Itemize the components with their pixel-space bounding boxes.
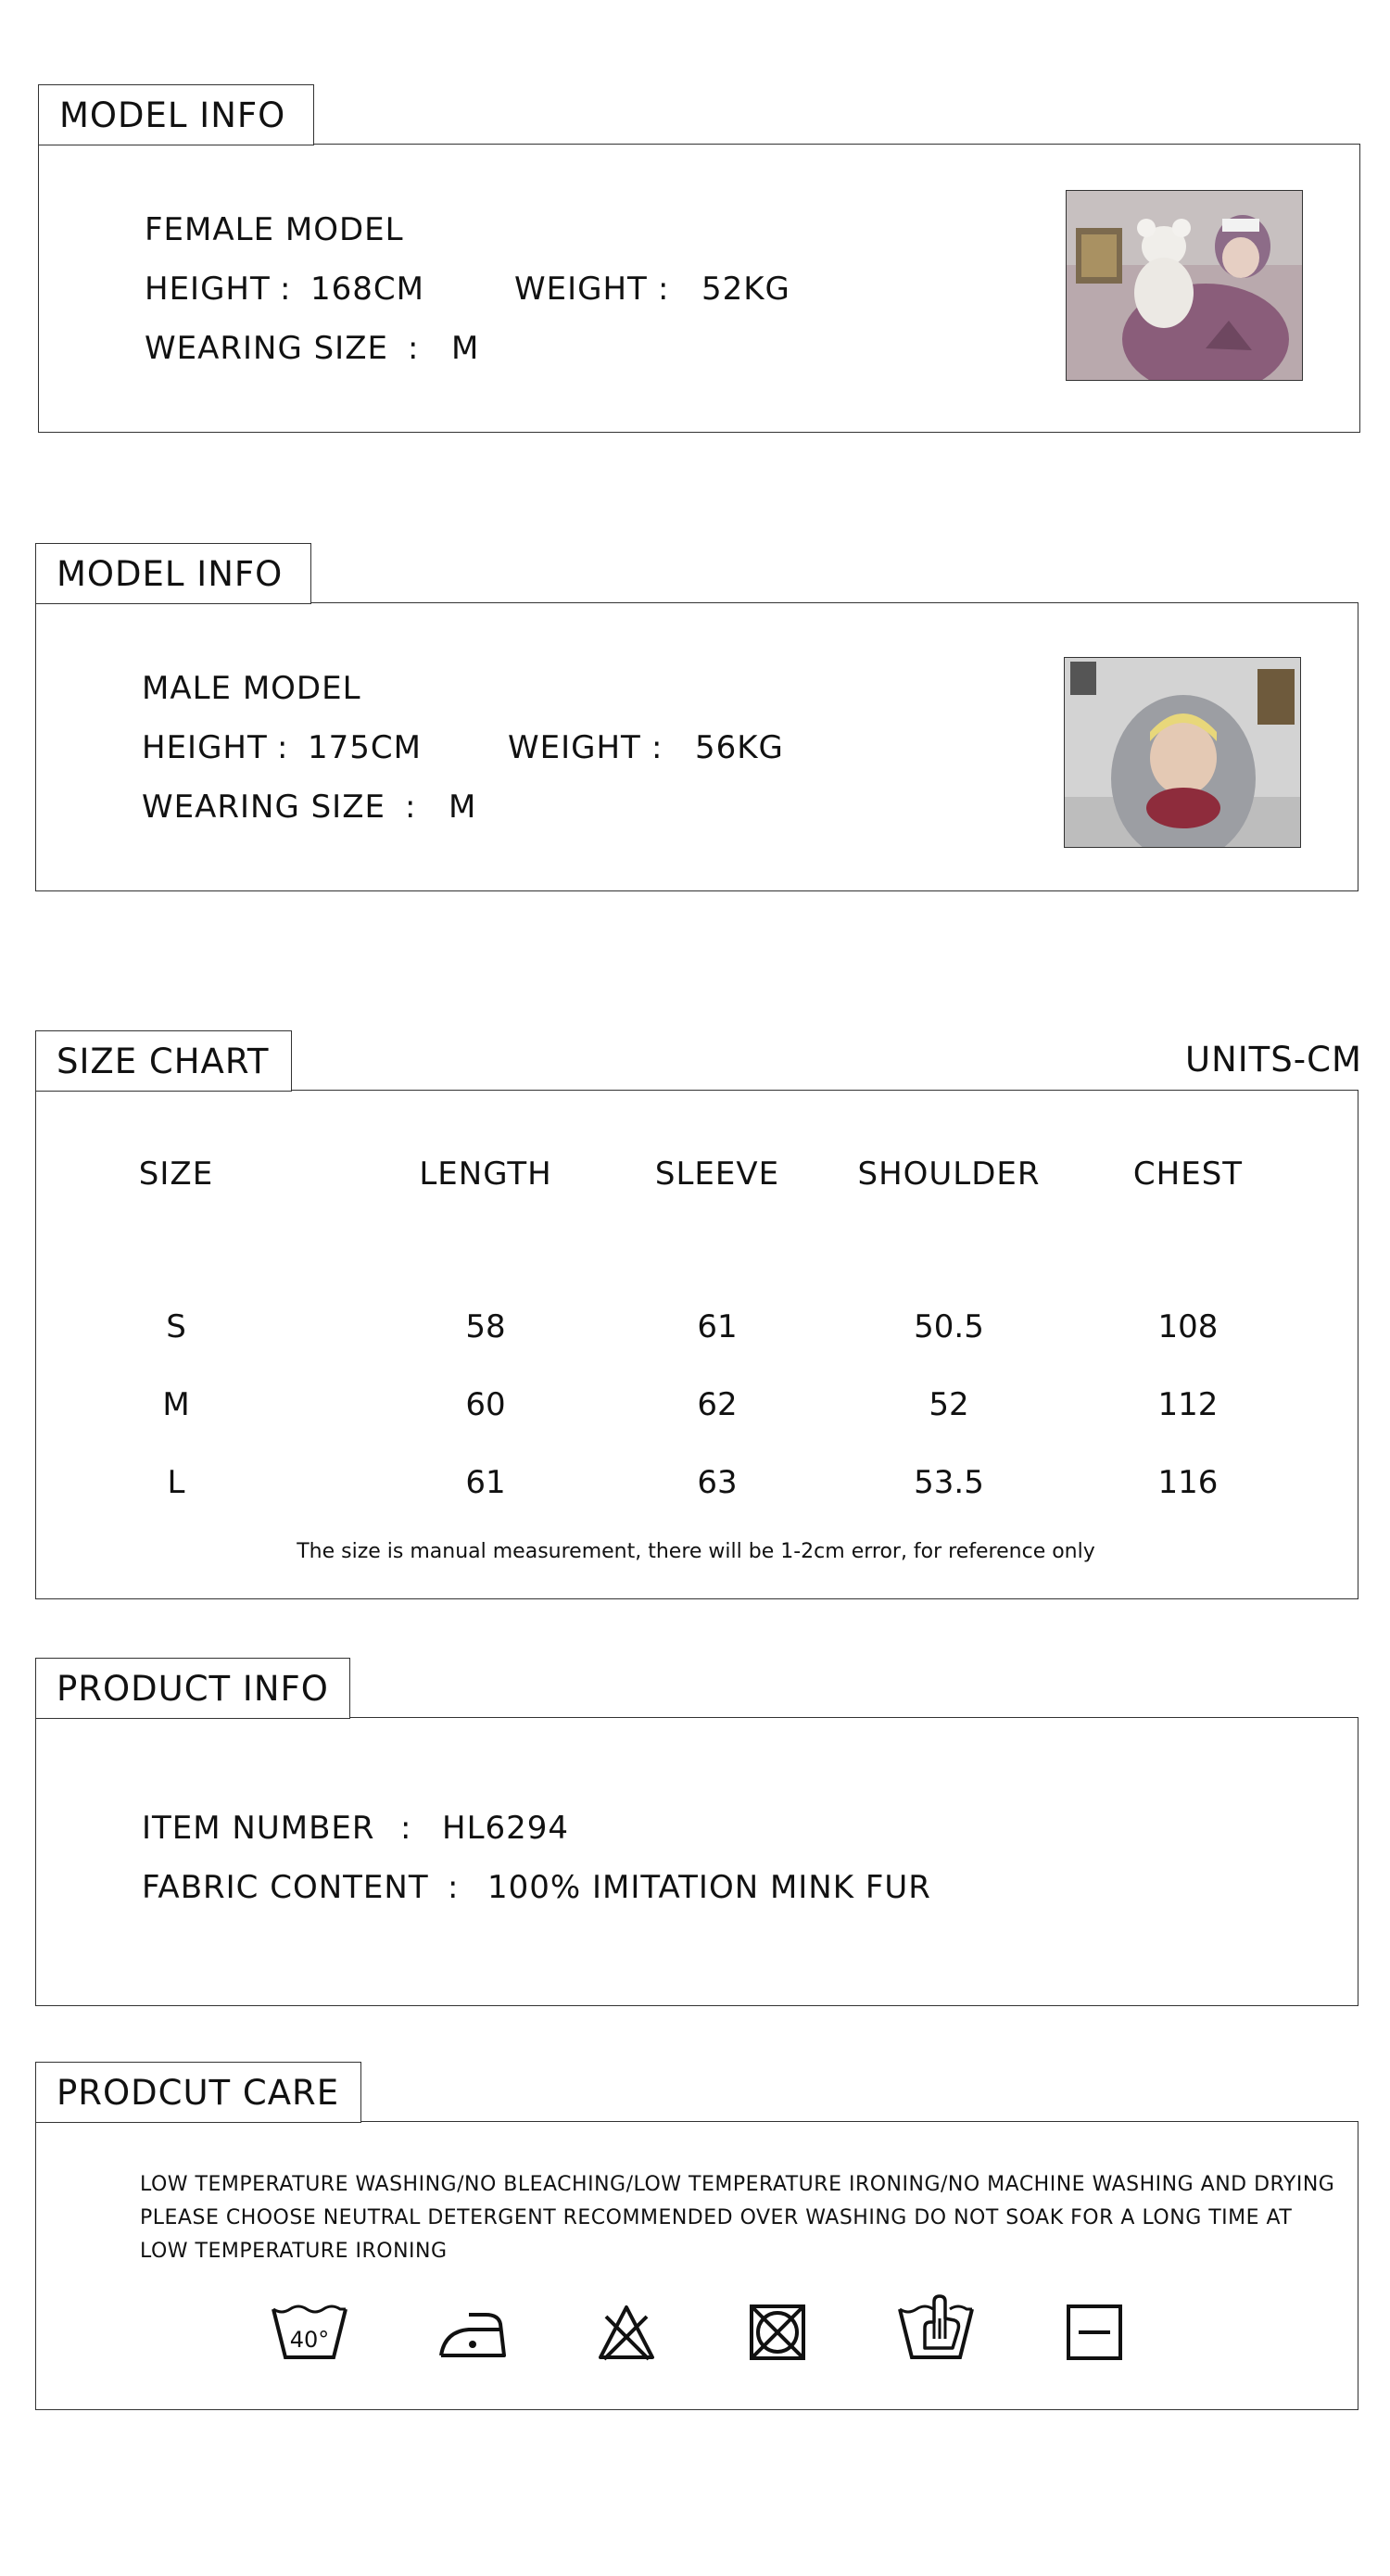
fabric-content-value: 100% IMITATION MINK FUR: [487, 1869, 931, 1906]
wash-40-icon: [271, 2304, 348, 2361]
product-care-box: [35, 2121, 1358, 2410]
male-weight-label: WEIGHT: [508, 729, 641, 766]
male-model-gender: MALE MODEL: [142, 670, 361, 707]
hand-wash-icon: [897, 2292, 975, 2361]
male-model-info-tab: MODEL INFO: [35, 543, 311, 604]
male-size-sep: :: [405, 789, 417, 826]
header-shoulder: SHOULDER: [857, 1155, 1041, 1193]
product-info-box: [35, 1717, 1358, 2006]
header-sleeve: SLEEVE: [654, 1155, 780, 1193]
female-height-value: 168CM: [310, 271, 424, 308]
care-line-3: LOW TEMPERATURE IRONING: [140, 2240, 448, 2263]
iron-low-icon: [437, 2307, 508, 2361]
table-cell-l-shoulder: 53.5: [914, 1464, 984, 1501]
size-chart-note: The size is manual measurement, there will be 1-2cm error, for reference only: [297, 1540, 1095, 1563]
female-model-gender: FEMALE MODEL: [145, 211, 404, 248]
table-cell-m-chest: 112: [1157, 1386, 1219, 1423]
male-height-label: HEIGHT: [142, 729, 268, 766]
care-line-2: PLEASE CHOOSE NEUTRAL DETERGENT RECOMMENDED OVER WASHING DO NOT SOAK FOR A LONG TIME AT: [140, 2206, 1293, 2229]
table-cell-s-sleeve: 61: [697, 1308, 738, 1345]
male-model-photo: [1064, 657, 1301, 848]
no-bleach-icon: [597, 2304, 656, 2361]
fabric-content-sep: :: [448, 1869, 460, 1906]
table-cell-s-chest: 108: [1157, 1308, 1219, 1345]
size-chart-tab: SIZE CHART: [35, 1030, 292, 1092]
table-cell-s-shoulder: 50.5: [914, 1308, 984, 1345]
male-weight-value: 56KG: [695, 729, 784, 766]
table-cell-m-length: 60: [465, 1386, 506, 1423]
item-number-sep: :: [400, 1810, 412, 1847]
table-cell-s-length: 58: [465, 1308, 506, 1345]
female-size-value: M: [451, 330, 480, 367]
care-line-1: LOW TEMPERATURE WASHING/NO BLEACHING/LOW TEMPERATURE IRONING/NO MACHINE WASHING AND DRYING: [140, 2173, 1335, 2196]
female-size-sep: :: [408, 330, 420, 367]
female-weight-value: 52KG: [701, 271, 790, 308]
product-info-tab: PRODUCT INFO: [35, 1658, 350, 1719]
item-number-value: HL6294: [442, 1810, 570, 1847]
table-cell-m-shoulder: 52: [929, 1386, 969, 1423]
dry-flat-icon: [1066, 2304, 1123, 2361]
product-care-tab: PRODCUT CARE: [35, 2062, 361, 2123]
female-size-label: WEARING SIZE: [145, 330, 388, 367]
table-cell-l-size: L: [167, 1464, 185, 1501]
wash-temp-label: 40°: [289, 2327, 330, 2353]
female-height-label: HEIGHT: [145, 271, 271, 308]
female-model-info-tab: MODEL INFO: [38, 84, 314, 145]
male-size-value: M: [449, 789, 477, 826]
no-tumble-dry-icon: [749, 2304, 806, 2361]
table-cell-s-size: S: [166, 1308, 186, 1345]
table-cell-m-size: M: [162, 1386, 190, 1423]
header-length: LENGTH: [419, 1155, 552, 1193]
header-size: SIZE: [138, 1155, 214, 1193]
header-chest: CHEST: [1132, 1155, 1244, 1193]
female-model-photo-image: [1067, 191, 1303, 381]
male-weight-sep: :: [651, 729, 663, 766]
item-number-label: ITEM NUMBER: [142, 1810, 375, 1847]
male-size-label: WEARING SIZE: [142, 789, 385, 826]
table-cell-l-chest: 116: [1157, 1464, 1219, 1501]
male-model-photo-image: [1065, 658, 1301, 848]
male-height-sep: :: [277, 729, 289, 766]
male-height-value: 175CM: [308, 729, 422, 766]
units-label: UNITS-CM: [1185, 1040, 1362, 1080]
female-weight-label: WEIGHT: [514, 271, 648, 308]
female-height-sep: :: [280, 271, 292, 308]
fabric-content-label: FABRIC CONTENT: [142, 1869, 429, 1906]
female-weight-sep: :: [658, 271, 670, 308]
table-cell-l-length: 61: [465, 1464, 506, 1501]
table-cell-l-sleeve: 63: [697, 1464, 738, 1501]
female-model-photo: [1066, 190, 1303, 381]
table-cell-m-sleeve: 62: [697, 1386, 738, 1423]
